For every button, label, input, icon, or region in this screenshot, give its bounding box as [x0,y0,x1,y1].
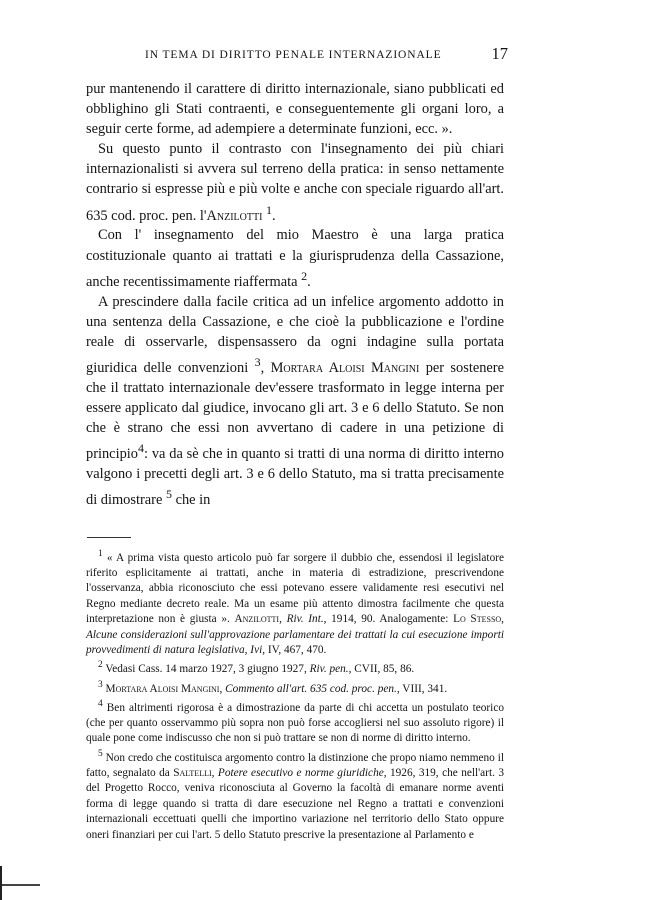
footnote-ref: 2 [301,268,308,283]
footnote-text: Non credo che costituisca argomento contro la distinzione che propo niamo nemmeno il fatto, segnalato da [86,751,504,779]
footnote-text: , VIII, 341. [396,682,448,695]
paragraph-text: per sostenere che il trattato internazionale dev'essere trasformato in legge interna per essere applicato dal giudice, invocano gli art. 3 e 6 dello Statuto. Se non che è strano che essi non avvertano di cadere in una petizione di principio [86,359,504,462]
author-name: Anzilotti [206,207,263,224]
footnote-ref: 5 [165,486,172,501]
author-name: Saltelli [173,766,212,779]
footnote-text: , 1914, 90. Analogamente: [323,613,449,626]
work-title: Alcune considerazioni sull'approvazione parlamentare dei trattati la cui esecuzione importi provvedimenti di natura legislativa, Ivi [86,628,504,657]
footnote-number: 4 [98,698,103,709]
paragraph-text: Su questo punto il contrasto con l'insegnamento dei più chiari internazionalisti si avvera sul terreno della pratica: in senso nettamente contrario si espresse più e più volte e anche con speciale riguardo all'art. 635 cod. proc. pen. l' [86,141,504,224]
page-number: 17 [491,44,508,63]
footnote-ref: 1 [266,202,273,217]
footnote [86,658,504,677]
work-title: Potere esecutivo e norme giuridiche [217,766,384,779]
paragraph-text: che in [175,491,211,508]
paragraph: Con l' insegnamento del mio Maestro è una larga pratica costituzionale quanto ai trattati e la giurisprudenza della Cassazione, anche recentissimamente riaffermata $^2$. [86,227,504,290]
footnote-text: , CVII, 85, 86. [348,663,415,676]
running-title: IN TEMA DI DIRITTO PENALE INTERNAZIONALE [145,49,442,61]
body-text [86,79,504,510]
paragraph: Su questo punto il contrasto con l'insegnamento dei più chiari internazionalisti si avvera sul terreno della pratica: in senso nettamente contrario si espresse più e più volte e anche con speciale riguardo all'art. 635 cod. proc. pen. l'Anzilotti $^1$. [86,141,504,224]
footnote-text: Vedasi Cass. 14 marzo 1927, 3 giugno 1927, [105,663,307,676]
work-title: Commento all'art. 635 cod. proc. pen. [225,682,397,695]
paragraph-text: pur mantenendo il carattere di diritto internazionale, siano pubblicati ed obblighino gli Stati contraenti, e conseguentemente gli organi loro, a seguir certe forme, ad adempiere a determinate funzioni, ecc. ». [86,81,504,138]
scan-edge-marker [0,866,42,900]
footnote-ref: 4 [137,440,144,455]
footnote-text: Ben altrimenti rigorosa è a dimostrazione da parte di chi accetta un postulato teorico (che per quanto osservammo più sopra non può forse accogliersi nel suo assoluto rigore) il quale pone come indiscusso che non si può trattare se non di norme di diritto interno. [86,701,504,745]
page-header [86,44,508,66]
footnote: $^5$ Non credo che costituisca argomento contro la distinzione che propo niamo nemmeno il fatto, segnalato da Saltelli, Potere esecutivo e norme giuridiche, 1926, 319, che nell'art. 3 del Progetto Rocco, veniva riconosciuta al Governo la facoltà di emanare norme aventi forma di legge quando si tratta di dare esecuzione nel Regno a trattati e convenzioni internazionali eccettuati quelli che importino variazione nel territorio dello Stato oppure oneri finanziari per cui l'art. 5 dello Statuto prescrive la presentazione al Parlamento e [86,748,505,841]
paragraph-text: A prescindere dalla facile critica ad un infelice argomento addotto in una sentenza della Cassazione, e che cioè la pubblicazione e l'ordine reale di osservarle, dispensassero da ogni indagine sulla portata giuridica delle convenzioni [86,293,504,376]
footnote-number: 2 [98,660,103,671]
author-name: Lo Stesso [453,613,502,626]
paragraph [86,79,504,139]
paragraph-text: Con l' insegnamento del mio Maestro è una larga pratica costituzionale quanto ai trattati e la giurisprudenza della Cassazione, anche recentissimamente riaffermata [86,227,504,290]
author-name: Anzilotti [234,613,280,626]
footnote-text: , 1926, 319, che nell'art. 3 del Progetto Rocco, veniva riconosciuta al Governo la facoltà di emanare norme aventi forma di legge quando si tratta di dare esecuzione nel Regno a trattati e convenzioni internazionali eccettuati quelli che importino variazione nel territorio dello Stato oppure oneri finanziari per cui l'art. 5 dello Statuto prescrive la presentazione al Parlamento e [86,766,505,841]
journal-title: Riv. pen. [309,663,349,676]
footnote-number: 5 [98,748,103,759]
footnote-number: 3 [98,679,103,690]
author-name: Mortara Aloisi Mangini [270,359,420,376]
paragraph: A prescindere dalla facile critica ad un infelice argomento addotto in una sentenza della Cassazione, e che cioè la pubblicazione e l'ordine reale di osservarle, dispensassero da ogni indagine sulla portata giuridica delle convenzioni $^3$, Mortara Aloisi Mangini per sostenere che il trattato internazionale dev'essere trasformato in legge interna per essere applicato dal giudice, invocano gli art. 3 e 6 dello Statuto. Se non che è strano che essi non avvertano di cadere in una petizione di principio$^4$: va da sè che in quanto si tratti di una norma di diritto interno valgono i precetti degli art. 3 e 6 dello Statuto, ma si tratta precisamente di dimostrare $^5$ che in [86,293,504,508]
footnote [86,697,504,747]
footnote: $^3$ Mortara Aloisi Mangini, Commento all'art. 635 cod. proc. pen., VIII, 341. [98,679,448,695]
footnotes [86,547,504,843]
journal-title: Riv. Int. [286,613,324,626]
footnote: $^1$ « A prima vista questo articolo può far sorgere il dubbio che, essendosi il legislatore riferito esplicitamente ai trattati, anche in materia di estradizione, prescrivendone l'osservanza, abbia riconosciuto che essi potevano essere validamente resi esecutivi nel Regno mediante decreto reale. Ma un esame più attento dimostra facilmente che questa interpretazione non è giusta ». Anzilotti, Riv. Int., 1914, 90. Analogamente: Lo Stesso, Alcune considerazioni sull'approvazione parlamentare dei trattati la cui esecuzione importi provvedimenti di natura legislativa, Ivi, IV, 467, 470. [86,548,504,657]
footnote-number: 1 [98,548,103,559]
footnote-ref: 3 [254,354,261,369]
author-name: Mortara Aloisi Mangini [105,682,220,695]
paragraph-text: : va da sè che in quanto si tratti di una norma di diritto interno valgono i precetti degli art. 3 e 6 dello Statuto, ma si tratta precisamente di dimostrare [86,445,504,508]
document-page [86,44,508,843]
footnote-text: « A prima vista questo articolo può far sorgere il dubbio che, essendosi il legislatore riferito esplicitamente ai trattati, anche in materia di estradizione, prescrivendone l'osservanza, abbia riconosciuto che essi potevano essere validamente resi esecutivi nel Regno mediante decreto reale. Ma un esame più attento dimostra facilmente che questa interpretazione non è giusta ». [86,551,504,626]
footnote-text: , IV, 467, 470. [262,644,327,657]
footnote-divider [87,537,131,538]
